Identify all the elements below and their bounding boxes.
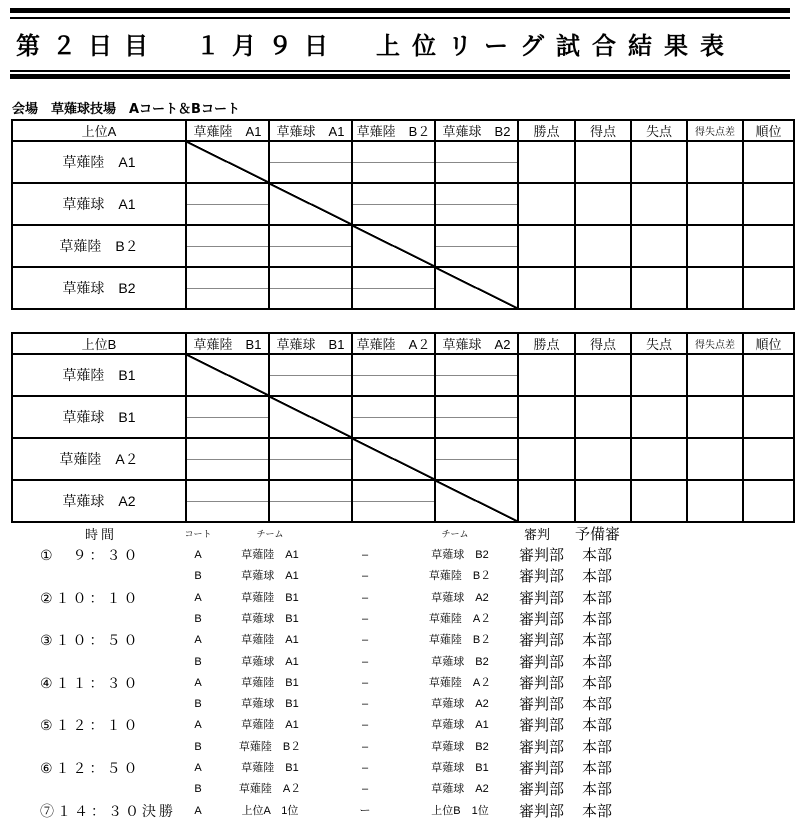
match-time: ① ９：３０ bbox=[40, 547, 141, 563]
team-name: 草薙球 B1 bbox=[12, 396, 186, 438]
points-cell bbox=[518, 225, 575, 267]
score-cell bbox=[269, 480, 352, 522]
column-team: 草薙球 B1 bbox=[269, 333, 352, 354]
team-row bbox=[12, 480, 794, 522]
schedule-header-time: 時間 bbox=[85, 527, 118, 542]
schedule-row bbox=[0, 566, 800, 587]
match-reserve: 本部 bbox=[582, 610, 613, 628]
points-cell bbox=[518, 267, 575, 309]
match-referee: 審判部 bbox=[519, 717, 565, 735]
match-team2: 草薙球 B2 bbox=[431, 655, 489, 668]
rank-cell bbox=[743, 267, 794, 309]
match-reserve: 本部 bbox=[582, 781, 613, 799]
column-goals-for: 得点 bbox=[575, 120, 631, 141]
goals-against-cell bbox=[631, 354, 687, 396]
match-referee: 審判部 bbox=[519, 760, 565, 777]
column-goals-against: 失点 bbox=[631, 120, 687, 141]
team-name: 草薙陸 B1 bbox=[12, 354, 186, 396]
goals-for-cell bbox=[575, 480, 631, 522]
self-match-cell bbox=[352, 225, 435, 267]
team-row bbox=[12, 267, 794, 309]
match-team2: 草薙球 B2 bbox=[431, 740, 489, 753]
schedule-row bbox=[0, 779, 800, 800]
match-referee: 審判部 bbox=[519, 547, 565, 564]
self-match-cell bbox=[186, 141, 269, 183]
match-dash: – bbox=[361, 655, 369, 668]
match-referee: 審判部 bbox=[519, 781, 565, 799]
goal-diff-cell bbox=[687, 183, 743, 225]
points-cell bbox=[518, 480, 575, 522]
points-cell bbox=[518, 438, 575, 480]
schedule-row bbox=[0, 801, 800, 822]
match-court: B bbox=[194, 655, 202, 668]
team-name: 草薙球 B2 bbox=[12, 267, 186, 309]
goal-diff-cell bbox=[687, 480, 743, 522]
match-court: A bbox=[194, 762, 202, 774]
column-team: 草薙球 A1 bbox=[269, 120, 352, 141]
score-cell bbox=[186, 396, 269, 438]
match-dash: – bbox=[361, 762, 369, 774]
score-cell bbox=[186, 438, 269, 480]
match-team1: 草薙陸 B1 bbox=[241, 591, 299, 604]
goals-against-cell bbox=[631, 396, 687, 438]
match-referee: 審判部 bbox=[519, 738, 565, 756]
match-team2: 草薙陸 B２ bbox=[428, 634, 492, 647]
league-header-row bbox=[12, 333, 794, 354]
match-court: A bbox=[194, 676, 202, 689]
match-team2: 草薙球 A2 bbox=[431, 698, 489, 711]
match-dash: – bbox=[361, 591, 369, 604]
match-court: A bbox=[194, 804, 202, 817]
rank-cell bbox=[743, 183, 794, 225]
page-title: 第２日目 １月９日 上位リーグ試合結果表 bbox=[16, 32, 736, 60]
team-row bbox=[12, 225, 794, 267]
column-points: 勝点 bbox=[518, 120, 575, 141]
score-cell bbox=[435, 141, 518, 183]
self-match-cell bbox=[186, 354, 269, 396]
match-court: A bbox=[194, 591, 202, 604]
goals-against-cell bbox=[631, 141, 687, 183]
schedule-header-team1: チーム bbox=[256, 529, 284, 539]
match-referee: 審判部 bbox=[519, 632, 565, 650]
match-court: A bbox=[194, 634, 202, 647]
match-time: ③１０：５０ bbox=[40, 632, 141, 649]
match-reserve: 本部 bbox=[582, 717, 613, 735]
goals-against-cell bbox=[631, 225, 687, 267]
points-cell bbox=[518, 354, 575, 396]
schedule-header-team2: チーム bbox=[441, 529, 469, 539]
score-cell bbox=[269, 354, 352, 396]
match-referee: 審判部 bbox=[519, 696, 565, 714]
points-cell bbox=[518, 141, 575, 183]
column-goals-for: 得点 bbox=[575, 333, 631, 354]
match-team2: 草薙球 A2 bbox=[431, 591, 489, 604]
goals-against-cell bbox=[631, 183, 687, 225]
goals-for-cell bbox=[575, 225, 631, 267]
match-dash: – bbox=[361, 634, 369, 647]
league-name: 上位B bbox=[12, 333, 186, 354]
match-referee: 審判部 bbox=[519, 653, 565, 671]
match-court: B bbox=[194, 570, 202, 583]
match-team1: 草薙陸 A1 bbox=[241, 719, 299, 732]
goals-for-cell bbox=[575, 438, 631, 480]
match-team1: 上位A 1位 bbox=[241, 804, 299, 817]
column-points: 勝点 bbox=[518, 333, 575, 354]
schedule-row bbox=[0, 737, 800, 758]
score-cell bbox=[186, 225, 269, 267]
match-court: B bbox=[194, 783, 202, 796]
score-cell bbox=[269, 267, 352, 309]
score-cell bbox=[269, 438, 352, 480]
goal-diff-cell bbox=[687, 438, 743, 480]
schedule-row bbox=[0, 715, 800, 736]
match-team2: 草薙球 A2 bbox=[431, 783, 489, 796]
goal-diff-cell bbox=[687, 225, 743, 267]
score-cell bbox=[435, 396, 518, 438]
match-dash: – bbox=[361, 612, 369, 625]
goals-against-cell bbox=[631, 438, 687, 480]
schedule-header-reserve: 予備審 bbox=[575, 526, 621, 543]
match-court: B bbox=[194, 740, 202, 753]
match-dash: – bbox=[361, 676, 369, 689]
column-team: 草薙陸 B２ bbox=[352, 120, 435, 141]
goal-diff-cell bbox=[687, 267, 743, 309]
column-goal-diff: 得失点差 bbox=[687, 333, 743, 354]
score-cell bbox=[352, 267, 435, 309]
score-cell bbox=[186, 267, 269, 309]
match-dash: – bbox=[361, 698, 369, 711]
score-cell bbox=[435, 438, 518, 480]
match-reserve: 本部 bbox=[582, 589, 613, 607]
match-reserve: 本部 bbox=[582, 738, 613, 756]
score-cell bbox=[352, 354, 435, 396]
team-row bbox=[12, 141, 794, 183]
self-match-cell bbox=[269, 396, 352, 438]
match-referee: 審判部 bbox=[519, 802, 565, 820]
match-team2: 草薙陸 A２ bbox=[428, 676, 492, 689]
team-name: 草薙球 A1 bbox=[12, 183, 186, 225]
league-header-row bbox=[12, 120, 794, 141]
goals-for-cell bbox=[575, 354, 631, 396]
schedule-row bbox=[0, 652, 800, 673]
column-team: 草薙陸 A２ bbox=[352, 333, 435, 354]
match-court: B bbox=[194, 612, 202, 625]
schedule-row bbox=[0, 588, 800, 609]
rank-cell bbox=[743, 225, 794, 267]
column-team: 草薙陸 A1 bbox=[186, 120, 269, 141]
score-cell bbox=[269, 141, 352, 183]
match-team2: 草薙陸 A２ bbox=[428, 612, 492, 625]
goal-diff-cell bbox=[687, 396, 743, 438]
match-team1: 草薙球 B1 bbox=[241, 612, 299, 625]
schedule-row bbox=[0, 694, 800, 715]
score-cell bbox=[186, 480, 269, 522]
goal-diff-cell bbox=[687, 354, 743, 396]
team-name: 草薙陸 A1 bbox=[12, 141, 186, 183]
team-row bbox=[12, 354, 794, 396]
match-reserve: 本部 bbox=[582, 760, 613, 777]
match-team1: 草薙陸 B1 bbox=[241, 762, 299, 774]
match-referee: 審判部 bbox=[519, 610, 565, 628]
league-table-b bbox=[11, 332, 795, 523]
schedule-row bbox=[0, 630, 800, 651]
match-court: B bbox=[194, 698, 202, 711]
score-cell bbox=[435, 183, 518, 225]
match-team2: 草薙球 B2 bbox=[431, 549, 489, 561]
match-court: A bbox=[194, 719, 202, 732]
team-name: 草薙陸 B２ bbox=[12, 225, 186, 267]
match-team1: 草薙陸 B２ bbox=[238, 740, 302, 753]
match-team1: 草薙球 B1 bbox=[241, 698, 299, 711]
match-court: A bbox=[194, 549, 202, 561]
self-match-cell bbox=[269, 183, 352, 225]
score-cell bbox=[352, 141, 435, 183]
team-row bbox=[12, 183, 794, 225]
goals-against-cell bbox=[631, 480, 687, 522]
match-reserve: 本部 bbox=[582, 802, 613, 820]
match-reserve: 本部 bbox=[582, 653, 613, 671]
title-rule-bottom-thin bbox=[10, 70, 790, 72]
schedule-row bbox=[0, 673, 800, 694]
match-time: ⑤１２：１０ bbox=[40, 717, 141, 734]
match-team2: 草薙陸 B２ bbox=[428, 570, 492, 583]
match-dash: – bbox=[361, 570, 369, 583]
schedule-header-court: コート bbox=[184, 529, 212, 539]
column-goal-diff: 得失点差 bbox=[687, 120, 743, 141]
score-cell bbox=[352, 183, 435, 225]
match-dash: ー bbox=[359, 804, 371, 817]
rank-cell bbox=[743, 438, 794, 480]
goals-against-cell bbox=[631, 267, 687, 309]
score-cell bbox=[186, 183, 269, 225]
goals-for-cell bbox=[575, 267, 631, 309]
goals-for-cell bbox=[575, 396, 631, 438]
match-reserve: 本部 bbox=[582, 547, 613, 564]
column-team: 草薙球 A2 bbox=[435, 333, 518, 354]
match-time: ④１１：３０ bbox=[40, 674, 141, 691]
match-time: ②１０：１０ bbox=[40, 589, 141, 606]
match-team1: 草薙球 A1 bbox=[241, 570, 299, 583]
points-cell bbox=[518, 396, 575, 438]
score-cell bbox=[352, 480, 435, 522]
match-reserve: 本部 bbox=[582, 674, 613, 692]
self-match-cell bbox=[352, 438, 435, 480]
self-match-cell bbox=[435, 480, 518, 522]
title-rule-top-thin bbox=[10, 17, 790, 19]
league-table-a bbox=[11, 119, 795, 310]
match-dash: – bbox=[361, 719, 369, 732]
column-rank: 順位 bbox=[743, 333, 794, 354]
match-dash: – bbox=[361, 549, 369, 561]
schedule-row bbox=[0, 545, 800, 566]
match-dash: – bbox=[361, 740, 369, 753]
goals-for-cell bbox=[575, 183, 631, 225]
self-match-cell bbox=[435, 267, 518, 309]
column-team: 草薙陸 B1 bbox=[186, 333, 269, 354]
match-team1: 草薙陸 A1 bbox=[241, 549, 299, 561]
score-cell bbox=[435, 225, 518, 267]
column-goals-against: 失点 bbox=[631, 333, 687, 354]
rank-cell bbox=[743, 396, 794, 438]
goal-diff-cell bbox=[687, 141, 743, 183]
schedule-row bbox=[0, 758, 800, 779]
goals-for-cell bbox=[575, 141, 631, 183]
match-team1: 草薙陸 A２ bbox=[238, 783, 302, 796]
venue-label: 会場 草薙球技場 Aコート＆Bコート bbox=[12, 102, 240, 117]
match-reserve: 本部 bbox=[582, 632, 613, 650]
match-referee: 審判部 bbox=[519, 674, 565, 692]
match-referee: 審判部 bbox=[519, 568, 565, 586]
match-reserve: 本部 bbox=[582, 696, 613, 714]
title-rule-bottom-thick bbox=[10, 74, 790, 79]
score-cell bbox=[269, 225, 352, 267]
score-cell bbox=[435, 354, 518, 396]
team-name: 草薙球 A2 bbox=[12, 480, 186, 522]
column-team: 草薙球 B2 bbox=[435, 120, 518, 141]
match-dash: – bbox=[361, 783, 369, 796]
league-name: 上位A bbox=[12, 120, 186, 141]
team-name: 草薙陸 A２ bbox=[12, 438, 186, 480]
schedule-row bbox=[0, 609, 800, 630]
match-time: ⑦１４：３０決勝 bbox=[40, 802, 176, 819]
match-team1: 草薙陸 B1 bbox=[241, 676, 299, 689]
team-row bbox=[12, 438, 794, 480]
match-team2: 草薙球 B1 bbox=[431, 762, 489, 774]
score-cell bbox=[352, 396, 435, 438]
column-rank: 順位 bbox=[743, 120, 794, 141]
rank-cell bbox=[743, 480, 794, 522]
match-team1: 草薙陸 A1 bbox=[241, 634, 299, 647]
rank-cell bbox=[743, 354, 794, 396]
match-reserve: 本部 bbox=[582, 568, 613, 586]
match-team2: 上位B 1位 bbox=[431, 804, 489, 817]
schedule-header bbox=[0, 524, 800, 545]
points-cell bbox=[518, 183, 575, 225]
match-team1: 草薙球 A1 bbox=[241, 655, 299, 668]
match-team2: 草薙球 A1 bbox=[431, 719, 489, 732]
team-row bbox=[12, 396, 794, 438]
rank-cell bbox=[743, 141, 794, 183]
match-referee: 審判部 bbox=[519, 589, 565, 607]
match-time: ⑥１２：５０ bbox=[40, 760, 141, 776]
title-rule-top-thick bbox=[10, 8, 790, 13]
schedule-header-referee: 審判 bbox=[524, 527, 551, 542]
